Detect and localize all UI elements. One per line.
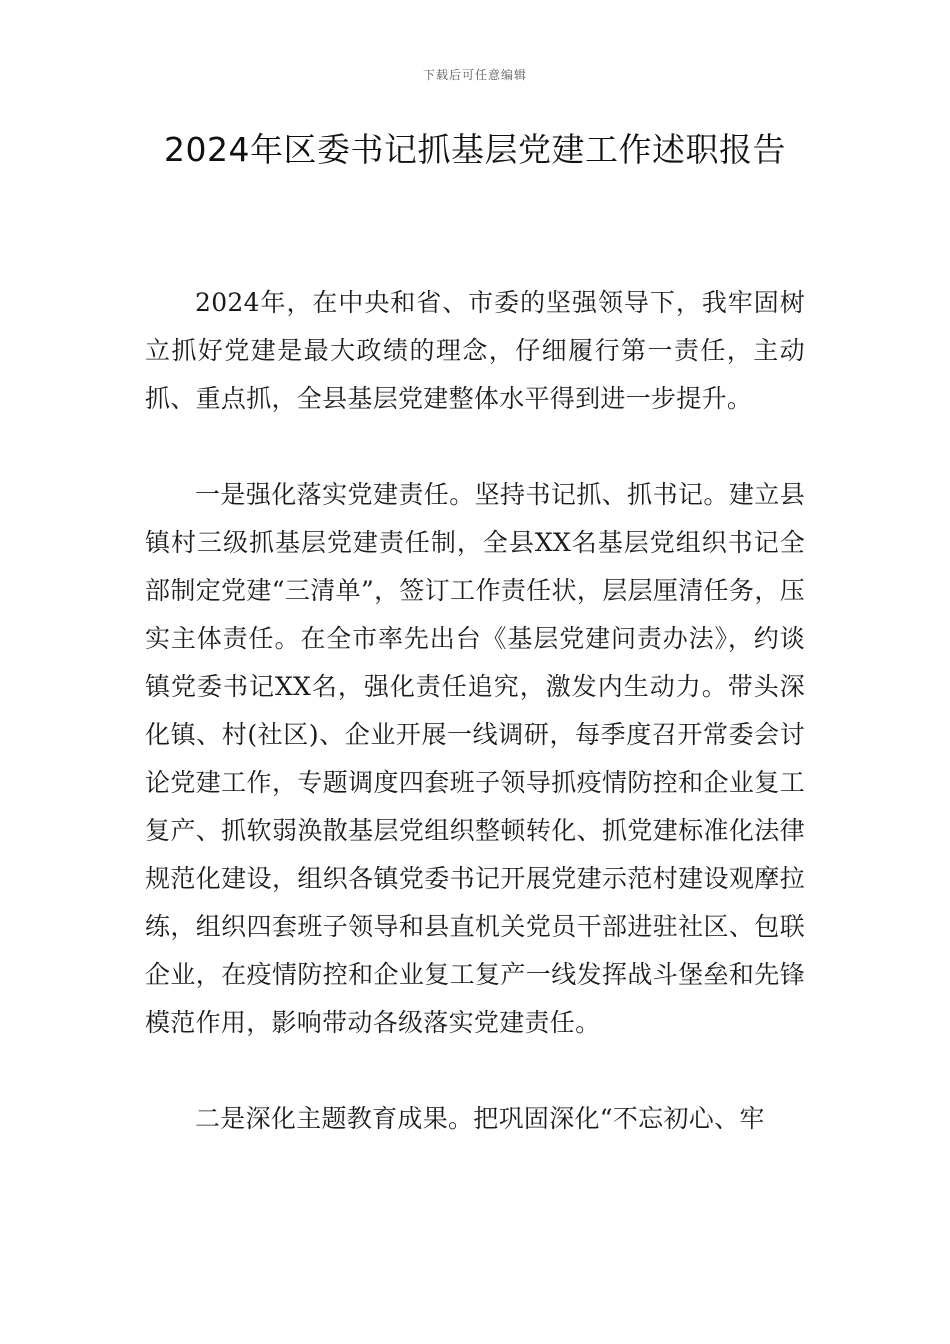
paragraph-intro: 2024年，在中央和省、市委的坚强领导下，我牢固树立抓好党建是最大政绩的理念，仔细履行第一责任，主动抓、重点抓，全县基层党建整体水平得到进一步提升。 bbox=[145, 288, 805, 413]
document-body bbox=[145, 279, 805, 1143]
header-note: 下载后可任意编辑 bbox=[422, 68, 527, 82]
paragraph-responsibility: 一是强化落实党建责任。坚持书记抓、抓书记。建立县镇村三级抓基层党建责任制，全县XX名基层党组织书记全部制定党建“三清单”，签订工作责任状，层层厘清任务，压实主体责任。在全市率先出台《基层党建问责办法》，约谈镇党委书记XX名，强化责任追究，激发内生动力。带头深化镇、村(社区)、企业开展一线调研，每季度召开常委会讨论党建工作，专题调度四套班子领导抓疫情防控和企业复工复产、抓软弱涣散基层党组织整顿转化、抓党建标准化法律规范化建设，组织各镇党委书记开展党建示范村建设观摩拉练，组织四套班子领导和县直机关党员干部进驻社区、包联企业，在疫情防控和企业复工复产一线发挥战斗堡垒和先锋模范作用，影响带动各级落实党建责任。 bbox=[145, 480, 805, 1037]
document-title: 2024年区委书记抓基层党建工作述职报告 bbox=[164, 130, 786, 169]
paragraph-education: 二是深化主题教育成果。把巩固深化“不忘初心、牢 bbox=[195, 1104, 765, 1133]
